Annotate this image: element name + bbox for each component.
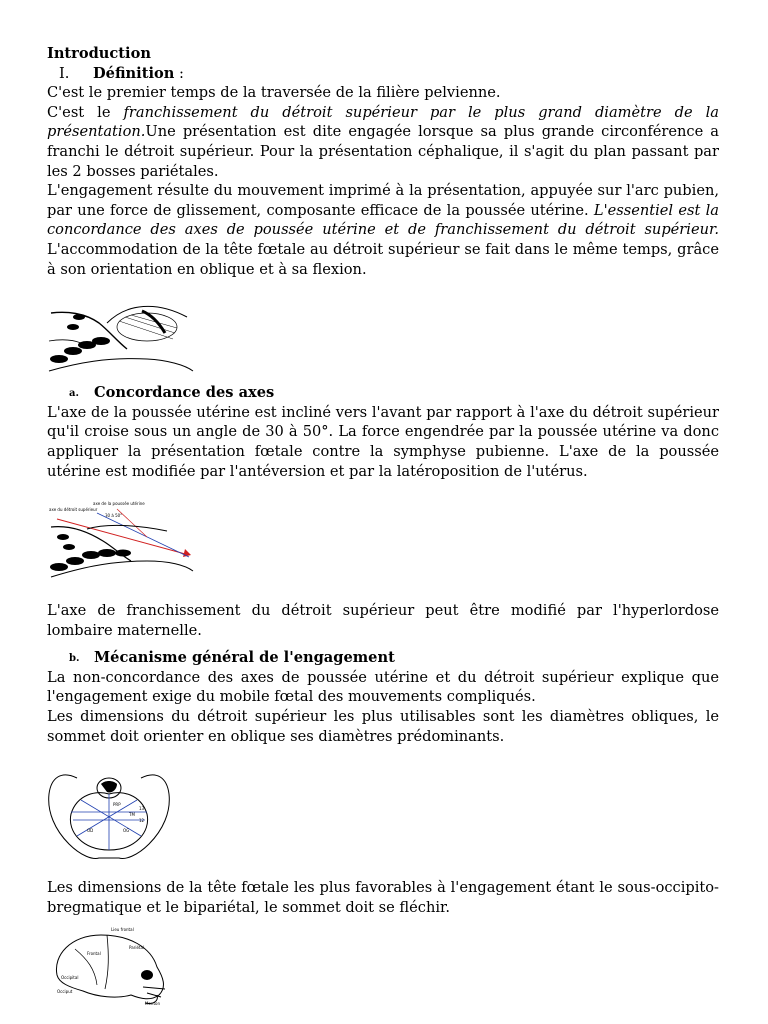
skull-label-occipital: Occipital bbox=[61, 975, 79, 981]
definition-paragraph bbox=[47, 103, 719, 181]
definition-line1: C'est le premier temps de la traversée de la filière pelvienne. bbox=[47, 84, 501, 102]
skull-label-frontal: Frontal bbox=[87, 951, 101, 957]
skull-label-occiput: Occiput bbox=[57, 989, 73, 995]
section-heading-definition bbox=[59, 64, 719, 84]
engagement-text-start: L'engagement résulte du mouvement imprimé à la présentation, appuyée sur l'arc pubien, par une force de glissement, composante efficace de la poussée utérine. bbox=[47, 182, 719, 219]
hyperlordose-paragraph: L'axe de franchissement du détroit supérieur peut être modifié par l'hyperlordose lombaire maternelle. bbox=[47, 602, 719, 639]
fetal-skull-figure bbox=[47, 925, 177, 1007]
subsection-marker: b. bbox=[69, 653, 80, 665]
pelvis-label-12: 12 bbox=[139, 818, 145, 824]
pelvis-label-og: OG bbox=[123, 828, 130, 834]
pelvis-label-13: 13 bbox=[139, 806, 145, 812]
pelvis-label-prp: PRP bbox=[113, 802, 121, 808]
engagement-paragraph bbox=[47, 181, 719, 279]
pelvis-label-od: OD bbox=[87, 828, 94, 834]
subsection-marker: a. bbox=[69, 388, 79, 400]
mechanism-paragraph-1: La non-concordance des axes de poussée utérine et du détroit supérieur explique que l'engagement exige du mobile fœtal des mouvements compliqués. bbox=[47, 668, 719, 706]
section-title: Définition bbox=[93, 64, 175, 82]
pelvis-label-tm: TM bbox=[129, 812, 135, 818]
definition-italic: franchissement du détroit supérieur par le plus grand diamètre de la présentation. bbox=[47, 103, 719, 141]
section-number: I. bbox=[59, 64, 70, 82]
skull-label-parietal: Pariétal bbox=[129, 945, 145, 951]
pelvic-inlet-figure bbox=[47, 764, 171, 862]
subsection-heading-a bbox=[69, 383, 719, 403]
concordance-paragraph: L'axe de la poussée utérine est incliné vers l'avant par rapport à l'axe du détroit supérieur qu'il croise sous un angle de 30 à 50°. La force engendrée par la poussée utérine va donc appliquer la présentation fœtale contre la symphyse pubienne. L'axe de la poussée utérine est modifiée par l'antéversion et par la latéroposition de l'utérus. bbox=[47, 403, 719, 480]
subsection-title: Mécanisme général de l'engagement bbox=[94, 649, 395, 667]
fig-label-axis-ds: axe du détroit supérieur bbox=[49, 507, 98, 513]
engagement-text-rest: L'accommodation de la tête fœtale au détroit supérieur se fait dans le même temps, grâce à son orientation en oblique et à sa flexion. bbox=[47, 240, 719, 278]
fig-label-axis-pu: axe de la poussée utérine bbox=[93, 501, 145, 507]
definition-text-rest: Une présentation est dite engagée lorsque sa plus grande circonférence a franchi le détroit supérieur. Pour la présentation céphalique, il s'agit du plan passant par les 2 bosses pariétales. bbox=[47, 123, 719, 180]
section-colon: : bbox=[174, 64, 184, 82]
fig-label-angle: 30 à 50° bbox=[105, 513, 123, 519]
skull-label-lieu: Lieu frontal bbox=[111, 927, 134, 933]
intro-title: Introduction bbox=[47, 45, 151, 62]
subsection-title: Concordance des axes bbox=[94, 384, 275, 402]
mechanism-paragraph-2: Les dimensions du détroit supérieur les plus utilisables sont les diamètres obliques, le sommet doit orienter en oblique ses diamètres prédominants. bbox=[47, 708, 719, 745]
definition-text-start: C'est le bbox=[47, 103, 124, 121]
axes-diagram-figure bbox=[47, 497, 195, 585]
pelvis-sagittal-figure bbox=[47, 293, 195, 375]
skull-label-menton: Menton bbox=[145, 1001, 160, 1007]
engagement-italic: L'essentiel est la concordance des axes de poussée utérine et de franchissement du détroit supérieur. bbox=[47, 201, 720, 239]
fetal-head-paragraph: Les dimensions de la tête fœtale les plus favorables à l'engagement étant le sous-occipito-bregmatique et le bipariétal, le sommet doit se fléchir. bbox=[47, 879, 719, 916]
subsection-heading-b bbox=[69, 648, 719, 668]
